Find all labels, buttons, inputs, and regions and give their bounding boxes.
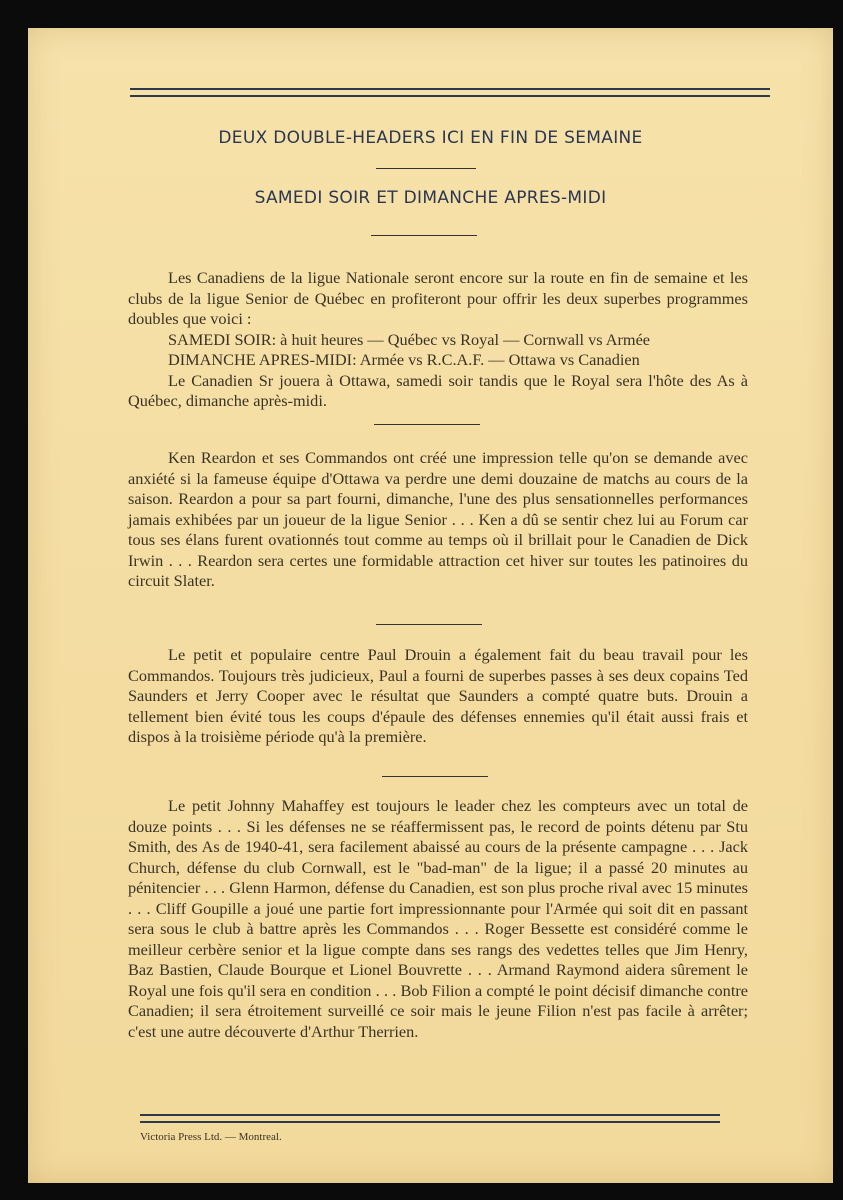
printer-credit: Victoria Press Ltd. — Montreal. bbox=[140, 1131, 282, 1143]
drouin-paragraph: Le petit et populaire centre Paul Drouin a également fait du beau travail pour les Commandos. Toujours très judicieux, Paul a fourni de superbes passes à ses deux copains Ted Saunders et Jerry Cooper avec le résultat que Saunders a compté quatre buts. Drouin a tellement bien évité tous les coups d'épaule des défenses ennemies qu'il était aussi frais et dispos à la troisième période qu'à la première. bbox=[128, 645, 748, 746]
section-separator bbox=[382, 776, 488, 777]
section-separator bbox=[374, 424, 480, 425]
page-heading: DEUX DOUBLE-HEADERS ICI EN FIN DE SEMAINE bbox=[218, 128, 643, 148]
subheading-separator bbox=[371, 235, 477, 236]
section-reardon bbox=[128, 448, 748, 592]
section-separator bbox=[376, 624, 482, 625]
bottom-double-rule bbox=[140, 1114, 720, 1123]
schedule-intro: Les Canadiens de la ligue Nationale seront encore sur la route en fin de semaine et les clubs de la ligue Senior de Québec en profiteront pour offrir les deux superbes programmes doubles que voici : bbox=[128, 268, 748, 328]
reardon-paragraph: Ken Reardon et ses Commandos ont créé une impression telle qu'on se demande avec anxiété si la fameuse équipe d'Ottawa va perdre une demi douzaine de matchs au cours de la saison. Reardon a pour sa part fourni, dimanche, l'une des plus sensationnelles performances jamais exhibées par un joueur de la ligue Senior . . . Ken a dû se sentir chez lui au Forum car tous ses élans furent ovationnés tout comme au temps où il brillait pour le Canadien de Dick Irwin . . . Reardon sera certes une formidable attraction cet hiver sur toutes les patinoires du circuit Slater. bbox=[128, 448, 748, 590]
schedule-closing: Le Canadien Sr jouera à Ottawa, samedi soir tandis que le Royal sera l'hôte des As à Québec, dimanche après-midi. bbox=[128, 370, 748, 410]
section-schedule bbox=[128, 268, 748, 412]
section-notes bbox=[128, 796, 748, 1042]
section-drouin bbox=[128, 645, 748, 748]
program-page bbox=[28, 28, 833, 1183]
schedule-saturday: SAMEDI SOIR: à huit heures — Québec vs Royal — Cornwall vs Armée bbox=[168, 329, 651, 349]
page-subheading: SAMEDI SOIR ET DIMANCHE APRES-MIDI bbox=[254, 188, 607, 208]
heading-separator bbox=[376, 168, 476, 169]
top-double-rule bbox=[130, 88, 770, 97]
notes-paragraph: Le petit Johnny Mahaffey est toujours le leader chez les compteurs avec un total de douze points . . . Si les défenses ne se réaffermissent pas, le record de points détenu par Stu Smith, des As de 1940-41, sera facilement abaissé au cours de la présente campagne . . . Jack Church, défense du club Cornwall, est le "bad-man" de la ligue; il a passé 20 minutes au pénitencier . . . Glenn Harmon, défense du Canadien, est son plus proche rival avec 15 minutes . . . Cliff Goupille a joué une partie fort impressionnante pour l'Armée qui soit dit en passant sera sous le club à battre après les Commandos . . . Roger Bessette est considéré comme le meilleur cerbère senior et la ligue compte dans ses rangs des vedettes telles que Jim Henry, Baz Bastien, Claude Bourque et Lionel Bouvrette . . . Armand Raymond aidera sûrement le Royal une fois qu'il sera en condition . . . Bob Filion a compté le point décisif dimanche contre Canadien; il sera étroitement surveillé ce soir mais le jeune Filion n'est pas facile à arrêter; c'est une autre découverte d'Arthur Therrien. bbox=[128, 796, 748, 1041]
schedule-sunday: DIMANCHE APRES-MIDI: Armée vs R.C.A.F. — Ottawa vs Canadien bbox=[168, 350, 640, 369]
